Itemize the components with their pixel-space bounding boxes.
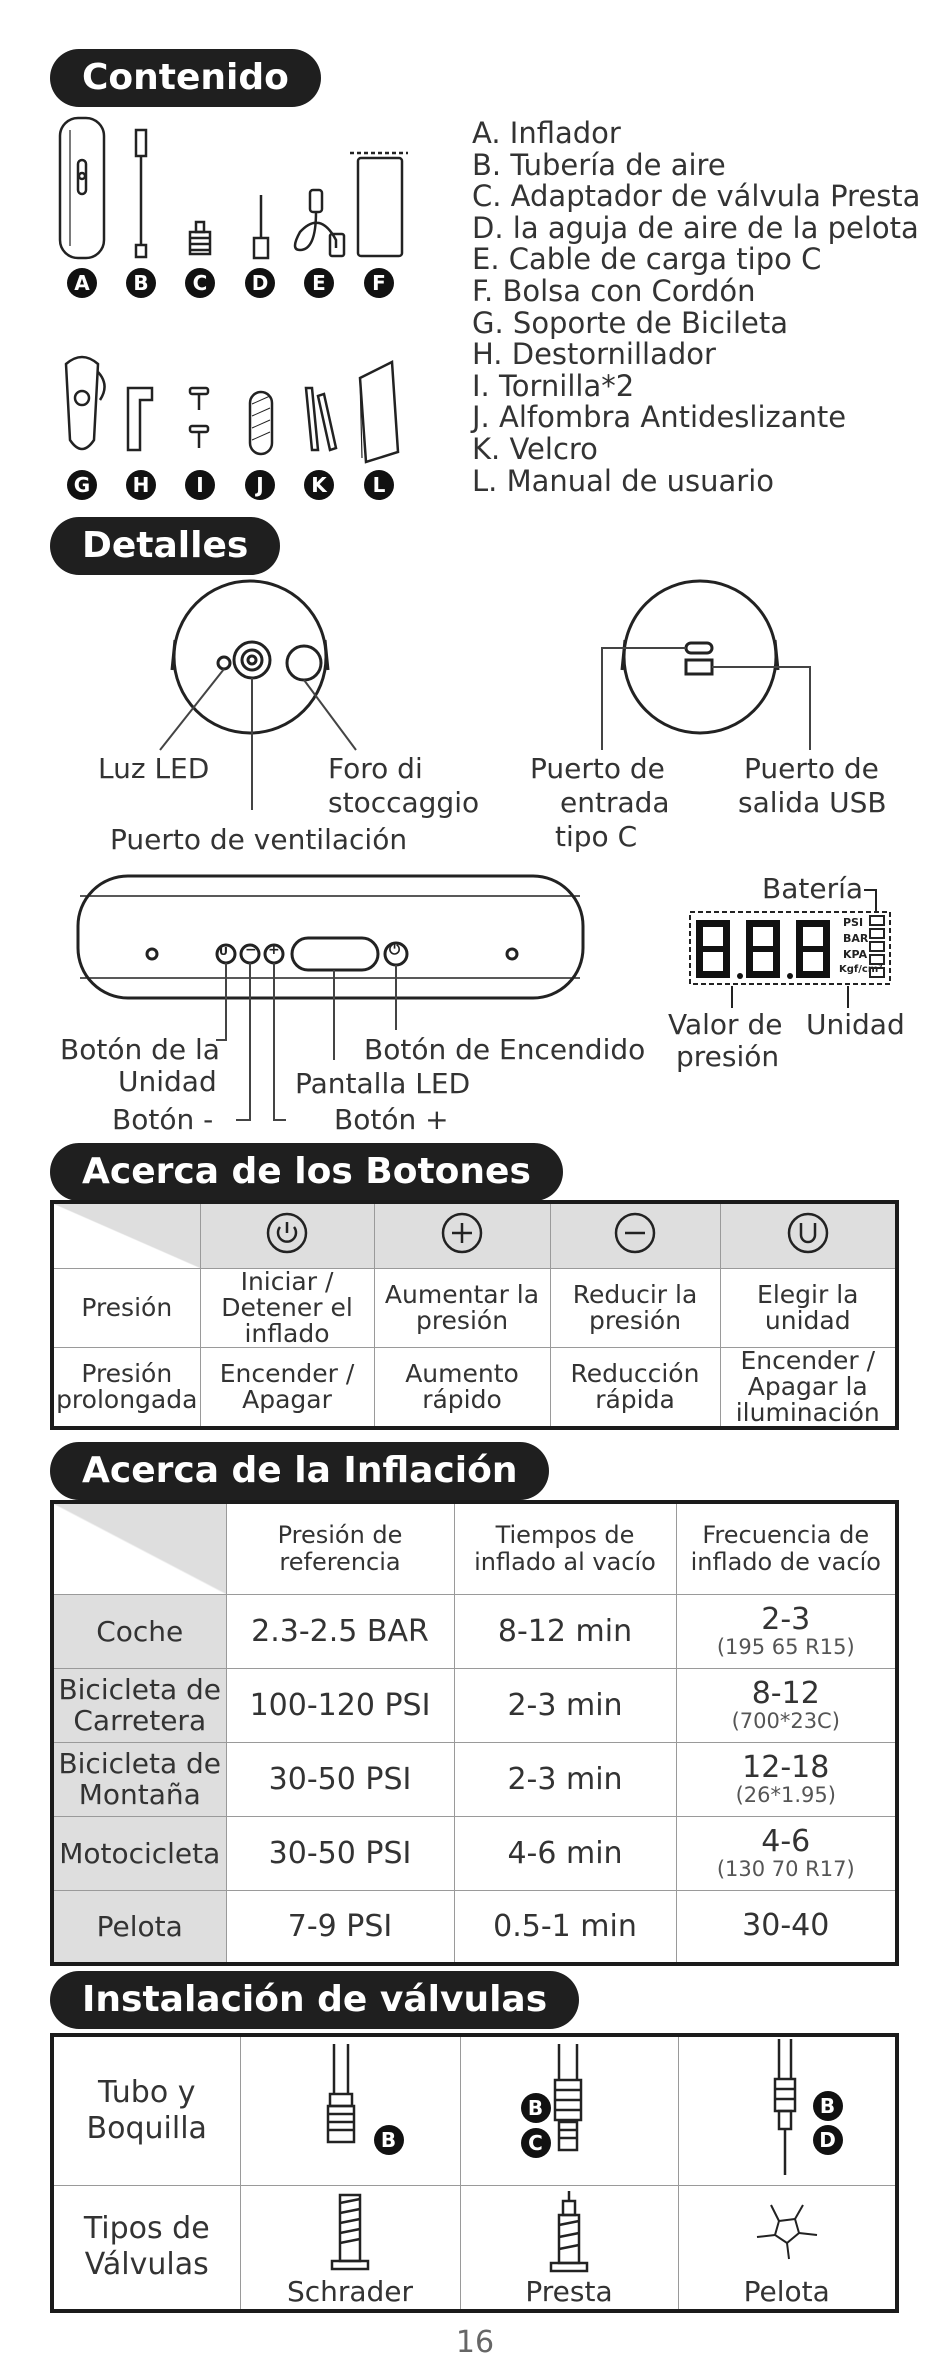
table-row xyxy=(52,2035,897,2185)
column-header: Frecuencia de inflado de vacío xyxy=(676,1502,897,1594)
table-cell: 30-50 PSI xyxy=(226,1816,454,1890)
label-entrada-1: Puerto de xyxy=(530,752,665,785)
badge-b: B xyxy=(126,268,156,298)
table-row xyxy=(52,1742,897,1816)
display-unit-kgf: Kgf/cm² xyxy=(839,964,883,975)
display-unit-kpa: KPA xyxy=(843,948,868,961)
plus-icon xyxy=(374,1202,550,1268)
label-pantalla: Pantalla LED xyxy=(295,1067,471,1100)
presta-valve-drawing xyxy=(539,2191,599,2275)
column-header: Tiempos de inflado al vacío xyxy=(454,1502,676,1594)
label-boton-menos: Botón - xyxy=(112,1103,214,1136)
valve-type-label: Pelota xyxy=(743,2275,830,2308)
table-row xyxy=(52,1668,897,1742)
table-cell: Encender / Apagar la iluminación xyxy=(720,1347,897,1428)
label-boton-unidad-2: Unidad xyxy=(118,1065,217,1098)
badge-b: B xyxy=(521,2093,551,2123)
table-cell: 2.3-2.5 BAR xyxy=(226,1594,454,1668)
row-label: Bicicleta de Montaña xyxy=(52,1742,226,1816)
table-cell: 100-120 PSI xyxy=(226,1668,454,1742)
table-cell: 0.5-1 min xyxy=(454,1890,676,1964)
freq-value: 8-12 xyxy=(751,1676,820,1711)
row-label: Presión prolongada xyxy=(52,1347,200,1428)
section-title-inflacion: Acerca de la Inflación xyxy=(50,1442,549,1500)
bike-mount-drawing xyxy=(66,357,105,449)
manual-drawing xyxy=(360,362,398,462)
contents-list xyxy=(472,118,920,497)
badge-d: D xyxy=(245,268,275,298)
column-header: Presión de referencia xyxy=(226,1502,454,1594)
badge-h: H xyxy=(126,470,156,500)
table-corner xyxy=(52,1202,200,1268)
presta-hose-cell xyxy=(460,2035,678,2185)
table-row xyxy=(52,1890,897,1964)
freq-value: 12-18 xyxy=(742,1750,830,1785)
plus-button-glyph: + xyxy=(268,942,280,958)
label-luz-led: Luz LED xyxy=(98,752,210,785)
table-cell xyxy=(676,1742,897,1816)
table-row xyxy=(52,1347,897,1428)
badge-j: J xyxy=(245,470,275,500)
list-item: D. la aguja de aire de la pelota xyxy=(472,210,919,245)
table-cell: Aumentar la presión xyxy=(374,1268,550,1347)
table-row xyxy=(52,2185,897,2311)
screwdriver-drawing xyxy=(128,388,152,450)
inflation-table xyxy=(50,1500,899,1966)
list-item: F. Bolsa con Cordón xyxy=(472,273,756,308)
label-foro-2: stoccaggio xyxy=(328,786,480,819)
page-number: 16 xyxy=(455,2325,495,2360)
table-cell: 30-50 PSI xyxy=(226,1742,454,1816)
label-boton-unidad-1: Botón de la xyxy=(60,1033,220,1066)
badge-e: E xyxy=(304,268,334,298)
freq-note: (26*1.95) xyxy=(735,1783,836,1807)
buttons-table xyxy=(50,1200,899,1430)
table-row xyxy=(52,1202,897,1268)
label-salida-1: Puerto de xyxy=(744,752,879,785)
velcro-drawing xyxy=(306,388,336,450)
label-salida-2: salida USB xyxy=(738,786,887,819)
freq-value: 2-3 xyxy=(761,1602,811,1637)
table-corner xyxy=(52,1502,226,1594)
label-encendido: Botón de Encendido xyxy=(364,1033,646,1066)
table-cell xyxy=(676,1668,897,1742)
table-cell: Iniciar / Detener el inflado xyxy=(200,1268,374,1347)
badge-c: C xyxy=(185,268,215,298)
valve-type-label: Presta xyxy=(525,2275,613,2308)
display-unit-psi: PSI xyxy=(843,916,864,929)
table-cell: Elegir la unidad xyxy=(720,1268,897,1347)
screws-drawing xyxy=(190,388,208,448)
table-cell: Encender / Apagar xyxy=(200,1347,374,1428)
freq-note: (130 70 R17) xyxy=(716,1857,855,1881)
table-row xyxy=(52,1816,897,1890)
list-item: I. Tornilla*2 xyxy=(472,368,635,403)
table-cell: 4-6 min xyxy=(454,1816,676,1890)
table-cell xyxy=(676,1890,897,1964)
schrader-valve-drawing xyxy=(320,2191,380,2275)
badge-a: A xyxy=(67,268,97,298)
row-label: Coche xyxy=(52,1594,226,1668)
row-label: Presión xyxy=(52,1268,200,1347)
inflator-back-view xyxy=(622,581,778,733)
row-label: Pelota xyxy=(52,1890,226,1964)
inflator-front-view xyxy=(172,581,328,733)
label-entrada-3: tipo C xyxy=(555,820,638,853)
power-button-glyph: ⏻ xyxy=(389,942,401,958)
section-title-valvulas: Instalación de válvulas xyxy=(50,1971,579,2029)
schrader-hose-drawing xyxy=(310,2044,390,2174)
list-item: E. Cable de carga tipo C xyxy=(472,242,822,277)
badge-l: L xyxy=(364,470,394,500)
minus-button-glyph: − xyxy=(245,942,257,958)
row-label: Tubo y Boquilla xyxy=(52,2035,240,2185)
table-cell xyxy=(676,1594,897,1668)
freq-note: (195 65 R15) xyxy=(716,1635,855,1659)
label-foro-1: Foro di xyxy=(328,752,423,785)
table-cell: 2-3 min xyxy=(454,1668,676,1742)
table-row xyxy=(52,1502,897,1594)
section-title-detalles: Detalles xyxy=(50,517,280,575)
list-item: B. Tubería de aire xyxy=(472,147,726,182)
badge-b: B xyxy=(374,2125,404,2155)
table-row xyxy=(52,1268,897,1347)
list-item: L. Manual de usuario xyxy=(472,463,775,498)
seven-segment-digits xyxy=(696,920,830,979)
unit-button-glyph: U xyxy=(219,945,228,958)
minus-icon xyxy=(550,1202,720,1268)
label-valor-1: Valor de xyxy=(668,1008,783,1041)
list-item: J. Alfombra Antideslizante xyxy=(472,400,847,435)
table-cell: Reducir la presión xyxy=(550,1268,720,1347)
label-entrada-2: entrada xyxy=(560,786,670,819)
badge-k: K xyxy=(304,470,334,500)
ball-valve-drawing xyxy=(747,2191,827,2275)
freq-value: 30-40 xyxy=(742,1908,830,1944)
row-label: Tipos de Válvulas xyxy=(52,2185,240,2311)
table-cell: 2-3 min xyxy=(454,1742,676,1816)
list-item: A. Inflador xyxy=(472,116,621,150)
label-unidad: Unidad xyxy=(806,1008,905,1041)
row-label: Bicicleta de Carretera xyxy=(52,1668,226,1742)
valves-table xyxy=(50,2033,899,2313)
list-item: G. Soporte de Bicileta xyxy=(472,305,789,340)
ball-hose-cell xyxy=(678,2035,897,2185)
badge-d: D xyxy=(813,2125,843,2155)
label-bateria: Batería xyxy=(762,872,864,905)
table-cell: Reducción rápida xyxy=(550,1347,720,1428)
presta-valve-cell xyxy=(460,2185,678,2311)
badge-i: I xyxy=(185,470,215,500)
label-valor-2: presión xyxy=(676,1040,780,1073)
unit-icon xyxy=(720,1202,897,1268)
row-label: Motocicleta xyxy=(52,1816,226,1890)
schrader-hose-cell xyxy=(240,2035,460,2185)
display-unit-bar: BAR xyxy=(843,932,869,945)
badge-f: F xyxy=(364,268,394,298)
badge-b: B xyxy=(813,2091,843,2121)
badge-g: G xyxy=(67,470,97,500)
section-title-botones: Acerca de los Botones xyxy=(50,1143,563,1201)
label-boton-mas: Botón + xyxy=(334,1103,449,1136)
valve-type-label: Schrader xyxy=(286,2275,414,2308)
power-icon xyxy=(200,1202,374,1268)
list-item: C. Adaptador de válvula Presta xyxy=(472,179,921,214)
inflator-side-view xyxy=(78,876,583,998)
table-cell: Aumento rápido xyxy=(374,1347,550,1428)
freq-value: 4-6 xyxy=(761,1824,811,1859)
ball-valve-cell xyxy=(678,2185,897,2311)
table-cell: 8-12 min xyxy=(454,1594,676,1668)
anti-slip-mat-drawing xyxy=(250,392,272,454)
list-item: K. Velcro xyxy=(472,431,598,466)
freq-note: (700*23C) xyxy=(731,1709,840,1733)
schrader-valve-cell xyxy=(240,2185,460,2311)
table-row xyxy=(52,1594,897,1668)
table-cell xyxy=(676,1816,897,1890)
badge-c: C xyxy=(521,2128,551,2158)
list-item: H. Destornillador xyxy=(472,337,716,372)
section-title-contenido: Contenido xyxy=(50,49,321,107)
table-cell: 7-9 PSI xyxy=(226,1890,454,1964)
label-puerto-ventilacion: Puerto de ventilación xyxy=(110,823,408,856)
